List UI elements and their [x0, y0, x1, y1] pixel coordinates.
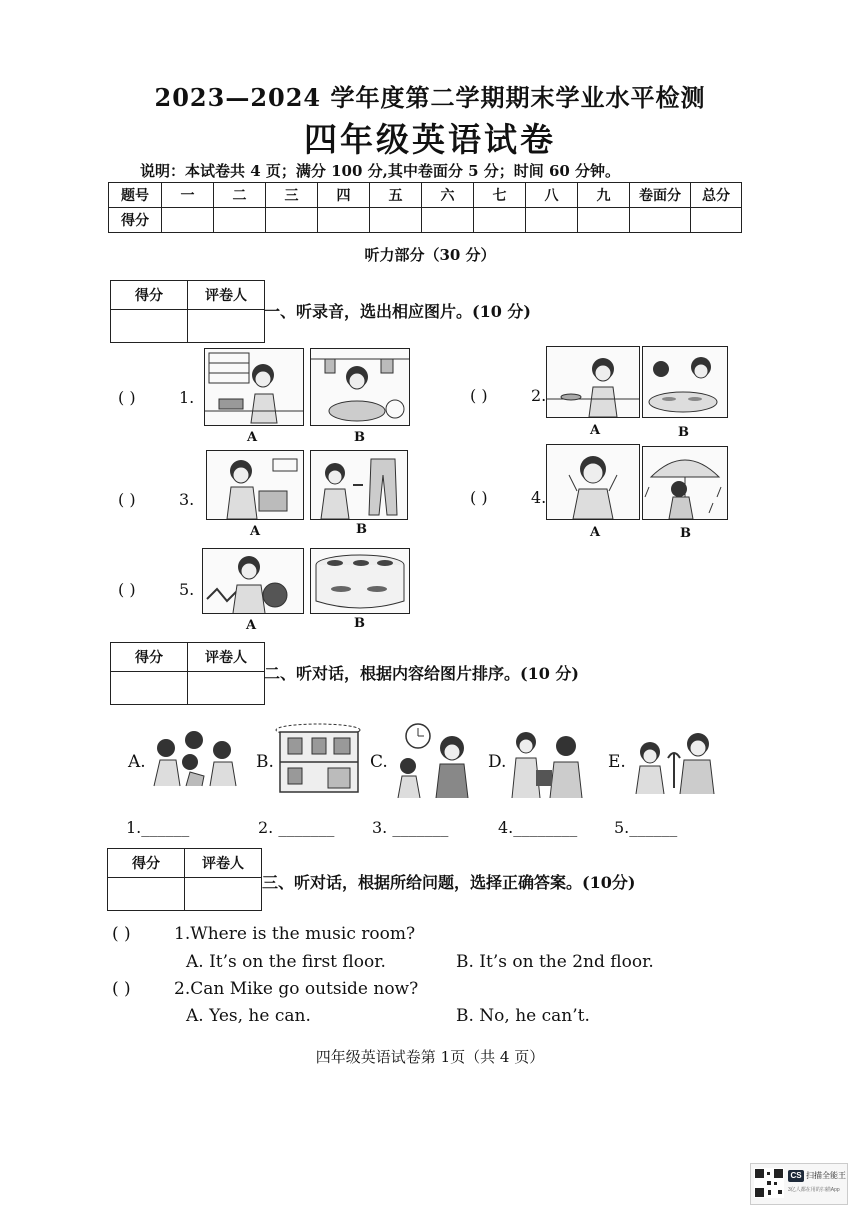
item-number: 3.: [179, 490, 195, 509]
grader-score-cell[interactable]: [111, 672, 188, 705]
exam-subtitle: 四年级英语试卷: [304, 120, 556, 159]
grader-name-label: 评卷人: [188, 643, 265, 672]
col-3: 三: [266, 183, 318, 208]
pic-label-a: A: [590, 525, 601, 540]
score-cell[interactable]: [630, 208, 691, 233]
grader-score-label: 得分: [111, 643, 188, 672]
pic-label-a: A: [250, 524, 261, 539]
grader-box: [110, 642, 265, 705]
score-cell[interactable]: [318, 208, 370, 233]
order-blank-5[interactable]: 5.______: [614, 818, 678, 837]
grader-name-label: 评卷人: [188, 281, 265, 310]
grader-box: [110, 280, 265, 343]
grader-name-cell[interactable]: [188, 310, 265, 343]
grader-name-cell[interactable]: [185, 878, 262, 911]
option-a[interactable]: A. Yes, he can.: [186, 1006, 311, 1026]
picture-two-kids-clothes: [504, 726, 592, 798]
picture-girl-cold-weather: [546, 444, 640, 520]
picture-label-a: A.: [128, 752, 146, 772]
picture-girl-doing-homework: [204, 348, 304, 426]
picture-girl-packing-bag: [206, 450, 304, 520]
picture-kids-group: [146, 728, 242, 790]
picture-girl-vegetables: [202, 548, 304, 614]
option-b[interactable]: B. It’s on the 2nd floor.: [456, 952, 654, 972]
score-cell[interactable]: [526, 208, 578, 233]
grader-score-cell[interactable]: [111, 310, 188, 343]
item-number: 5.: [179, 580, 195, 599]
score-cell[interactable]: [162, 208, 214, 233]
pic-label-b: B: [354, 616, 365, 631]
col-2: 二: [214, 183, 266, 208]
order-blank-3[interactable]: 3. _______: [372, 818, 449, 837]
score-cell[interactable]: [691, 208, 742, 233]
answer-paren[interactable]: ( ): [118, 580, 136, 599]
cs-logo-icon: CS: [788, 1170, 804, 1182]
section2-heading: 二、听对话，根据内容给图片排序。(10 分): [264, 664, 579, 683]
page-footer: 四年级英语试卷第 1页（共 4 页）: [315, 1048, 545, 1066]
grader-box: [107, 848, 262, 911]
col-1: 一: [162, 183, 214, 208]
grader-score-label: 得分: [108, 849, 185, 878]
picture-girl-washing-clothes: [310, 348, 410, 426]
pic-label-a: A: [590, 423, 601, 438]
picture-food-table: [310, 548, 410, 614]
col-presentation: 卷面分: [630, 183, 691, 208]
col-8: 八: [526, 183, 578, 208]
score-cell[interactable]: [370, 208, 422, 233]
option-a[interactable]: A. It’s on the first floor.: [186, 952, 386, 972]
picture-label-d: D.: [488, 752, 507, 772]
picture-school-building: [272, 722, 364, 794]
item-number: 4.: [531, 488, 547, 507]
picture-girl-umbrella-rain: [642, 446, 728, 520]
question-text: 1.Where is the music room?: [174, 924, 416, 944]
col-6: 六: [422, 183, 474, 208]
picture-label-c: C.: [370, 752, 388, 772]
score-cell[interactable]: [214, 208, 266, 233]
answer-paren[interactable]: ( ): [470, 488, 488, 507]
pic-label-b: B: [678, 425, 689, 440]
pic-label-b: B: [354, 430, 365, 445]
col-total: 总分: [691, 183, 742, 208]
picture-family-dinner: [642, 346, 728, 418]
question-text: 2.Can Mike go outside now?: [174, 979, 419, 999]
answer-paren[interactable]: ( ): [112, 979, 131, 999]
row-label-number: 题号: [109, 183, 162, 208]
item-number: 1.: [179, 388, 195, 407]
col-5: 五: [370, 183, 422, 208]
exam-title: 2023—2024 学年度第二学期期末学业水平检测: [154, 83, 706, 112]
section1-heading: 一、听录音，选出相应图片。(10 分): [264, 302, 531, 321]
qr-code-icon: [754, 1168, 784, 1198]
score-table: [108, 182, 742, 233]
item-number: 2.: [531, 386, 547, 405]
picture-label-b: B.: [256, 752, 274, 772]
grader-score-cell[interactable]: [108, 878, 185, 911]
picture-clock-teacher-boy: [388, 722, 484, 798]
answer-paren[interactable]: ( ): [118, 388, 136, 407]
scanner-badge: [750, 1163, 848, 1205]
picture-boy-and-pants: [310, 450, 408, 520]
answer-paren[interactable]: ( ): [118, 490, 136, 509]
order-blank-2[interactable]: 2. _______: [258, 818, 335, 837]
col-7: 七: [474, 183, 526, 208]
col-9: 九: [578, 183, 630, 208]
grader-name-label: 评卷人: [185, 849, 262, 878]
pic-label-a: A: [246, 618, 257, 633]
picture-umbrella-kids: [624, 728, 720, 794]
order-blank-4[interactable]: 4.________: [498, 818, 578, 837]
answer-paren[interactable]: ( ): [112, 924, 131, 944]
instructions: 说明：本试卷共 4 页；满分 100 分,其中卷面分 5 分；时间 60 分钟。: [140, 162, 621, 180]
col-4: 四: [318, 183, 370, 208]
pic-label-b: B: [680, 526, 691, 541]
picture-girl-eating: [546, 346, 640, 418]
score-cell[interactable]: [266, 208, 318, 233]
pic-label-b: B: [356, 522, 367, 537]
picture-label-e: E.: [608, 752, 626, 772]
row-label-score: 得分: [109, 208, 162, 233]
listening-section-title: 听力部分（30 分）: [364, 246, 496, 264]
option-b[interactable]: B. No, he can’t.: [456, 1006, 590, 1026]
scanner-tagline: 3亿人都在用的扫描App: [788, 1187, 840, 1193]
order-blank-1[interactable]: 1.______: [126, 818, 190, 837]
scanner-app-name: 扫描全能王: [806, 1171, 846, 1180]
pic-label-a: A: [247, 430, 258, 445]
grader-name-cell[interactable]: [188, 672, 265, 705]
score-cell[interactable]: [474, 208, 526, 233]
grader-score-label: 得分: [111, 281, 188, 310]
score-cell[interactable]: [578, 208, 630, 233]
section3-heading: 三、听对话，根据所给问题，选择正确答案。(10分): [262, 873, 636, 892]
answer-paren[interactable]: ( ): [470, 386, 488, 405]
score-cell[interactable]: [422, 208, 474, 233]
